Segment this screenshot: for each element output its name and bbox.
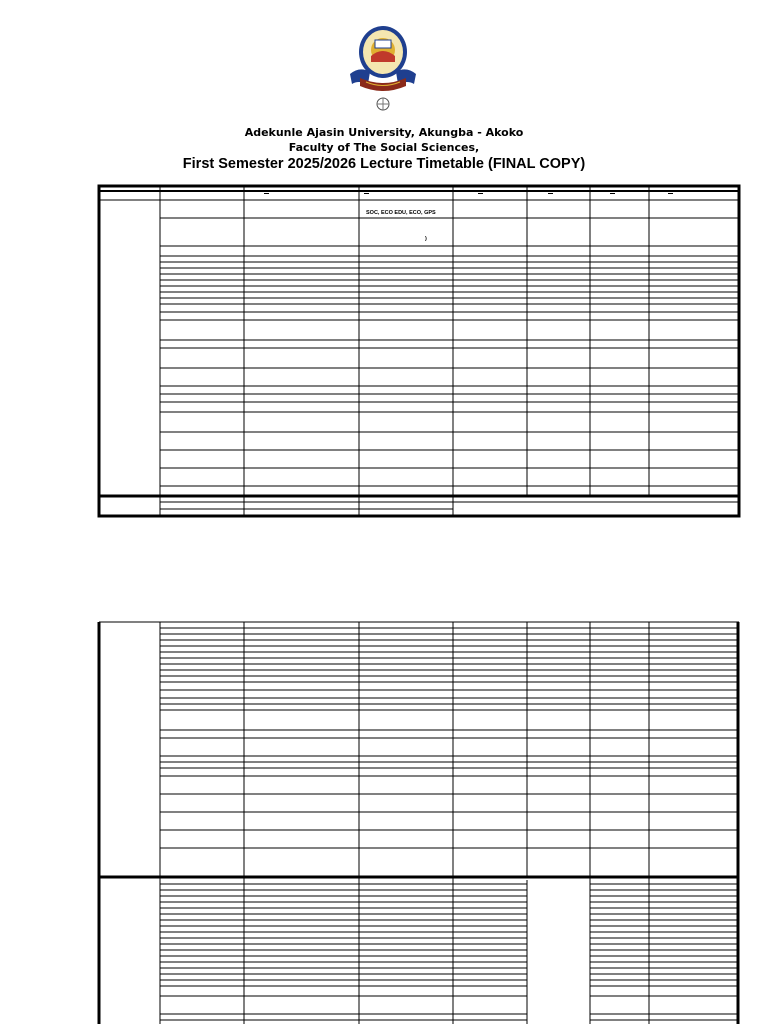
- paren-cell: ): [425, 236, 427, 242]
- header-mark: [548, 193, 553, 194]
- timetable-title: First Semester 2025/2026 Lecture Timetable (FINAL COPY): [182, 156, 586, 172]
- header-mark: [364, 193, 369, 194]
- header-mark: [610, 193, 615, 194]
- university-name: Adekunle Ajasin University, Akungba - Akoko: [244, 126, 524, 139]
- faculty-name: Faculty of The Social Sciences,: [288, 141, 480, 154]
- course-groups-cell: SOC, ECO EDU, ECO, GPS: [366, 210, 436, 216]
- header-mark: [668, 193, 673, 194]
- header-mark: [478, 193, 483, 194]
- header-mark: [264, 193, 269, 194]
